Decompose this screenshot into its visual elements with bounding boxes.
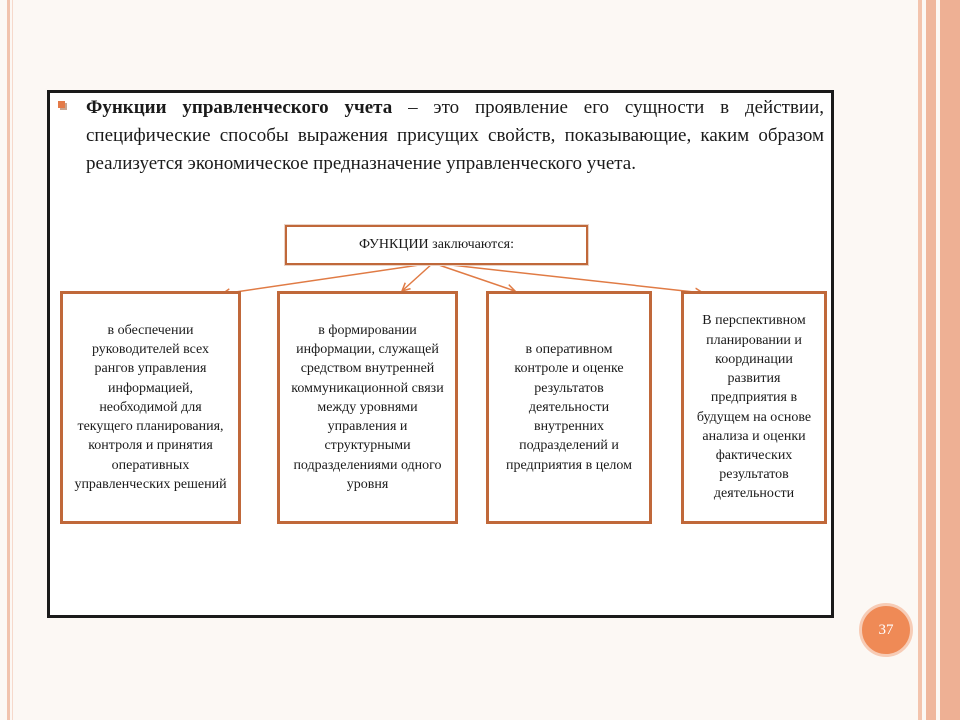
- arrow-to-box-1: [222, 263, 433, 294]
- function-text: В перспективном планировании и координации развития предприятия в будущем на основе анализа и оценки фактических результатов деятельности: [696, 313, 812, 502]
- function-box-4: [681, 291, 827, 524]
- page-number: 37: [878, 621, 894, 638]
- intro-term: Функции управленческого учета: [86, 97, 393, 118]
- arrow-to-box-4: [433, 263, 703, 293]
- function-text: в формировании информации, служащей средством внутренней коммуникационной связи между уровнями управления и структурными подразделениями одного уровня: [291, 323, 444, 492]
- function-text: в обеспечении руководителей всех рангов управления информацией, необходимой для текущего планирования, контроля и принятия оперативных управленческих решений: [74, 323, 227, 492]
- intro-text: – это проявление его сущности в действии, специфические способы выражения присущих свойств, показывающие, каким образом реализуется экономическое предназначение управленческого учета.: [86, 97, 824, 174]
- function-box-3: [486, 291, 652, 524]
- root-label: ФУНКЦИИ заключаются:: [358, 237, 514, 252]
- function-box-2: [277, 291, 458, 524]
- functions-root-box: [285, 225, 588, 265]
- page-number-badge: [859, 603, 913, 657]
- function-box-1: [60, 291, 241, 524]
- function-text: в оперативном контроле и оценке результатов деятельности внутренних подразделений и предприятия в целом: [505, 342, 632, 473]
